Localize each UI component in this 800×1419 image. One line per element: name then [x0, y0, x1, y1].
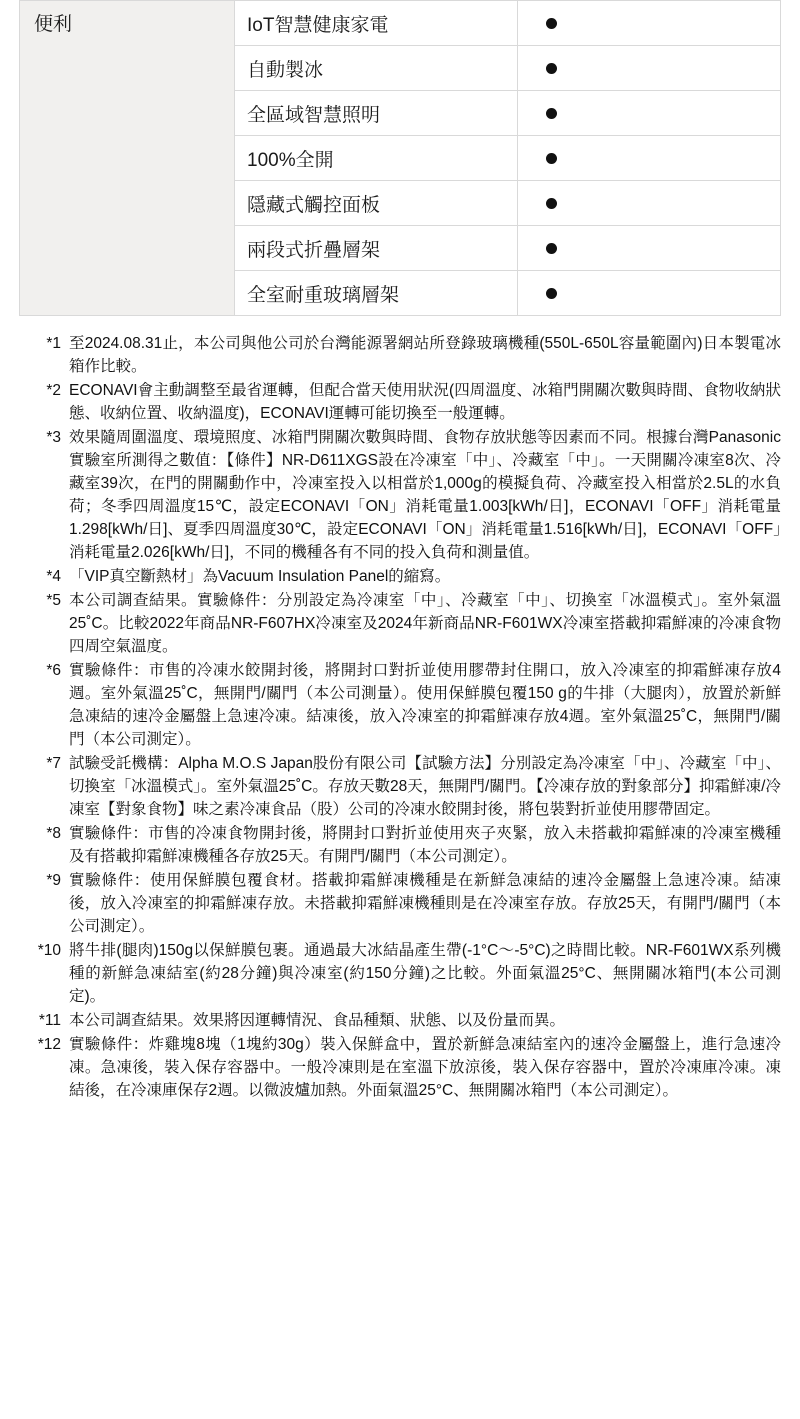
footnote-text: 本公司調查結果。實驗條件：分別設定為冷凍室「中」、冷藏室「中」、切換室「冰溫模式」。室外氣溫25˚C。比較2022年商品NR-F607HX冷凍室及2024年新商品NR-F601WX冷凍室搭載抑霜鮮凍的冷凍食物四周空氣溫度。	[69, 592, 781, 655]
footnote-item	[19, 1009, 781, 1032]
feature-name-cell: 100%全開	[235, 136, 518, 181]
footnote-item	[19, 659, 781, 751]
bullet-dot-icon	[546, 108, 557, 119]
footnote-item	[19, 869, 781, 938]
feature-name-cell: 全區域智慧照明	[235, 91, 518, 136]
feature-mark-cell	[518, 136, 781, 181]
feature-name-cell: 自動製冰	[235, 46, 518, 91]
footnote-text: ECONAVI會主動調整至最省運轉，但配合當天使用狀況(四周溫度、冰箱門開關次數與時間、食物收納狀態、收納位置、收納溫度)，ECONAVI運轉可能切換至一般運轉。	[69, 382, 781, 422]
footnote-text: 實驗條件：炸雞塊8塊（1塊約30g）裝入保鮮盒中，置於新鮮急凍結室內的速冷金屬盤上，進行急速冷凍。急凍後，裝入保存容器中。一般冷凍則是在室溫下放涼後，裝入保存容器中，置於冷凍庫冷凍。凍結後，在冷凍庫保存2週。以微波爐加熱。外面氣溫25°C、無開關冰箱門（本公司測定）。	[69, 1036, 781, 1099]
footnote-item	[19, 426, 781, 564]
footnote-item	[19, 939, 781, 1008]
bullet-dot-icon	[546, 153, 557, 164]
footnote-item	[19, 332, 781, 378]
bullet-dot-icon	[546, 243, 557, 254]
footnote-text: 實驗條件：市售的冷凍水餃開封後，將開封口對折並使用膠帶封住開口，放入冷凍室的抑霜鮮凍存放4週。室外氣溫25˚C，無開門/關門（本公司測量）。使用保鮮膜包覆150 g的牛排（大腿肉），放置於新鮮急凍結的速冷金屬盤上急速冷凍。結凍後，放入冷凍室的抑霜鮮凍存放4週。室外氣溫25˚C，無開門/關門（本公司測定）。	[69, 662, 781, 748]
footnotes-list	[19, 332, 781, 1121]
feature-mark-cell	[518, 46, 781, 91]
table-row	[20, 1, 781, 46]
feature-name-cell: 隱藏式觸控面板	[235, 181, 518, 226]
bullet-dot-icon	[546, 63, 557, 74]
bullet-dot-icon	[546, 198, 557, 209]
footnote-text: 將牛排(腿肉)150g以保鮮膜包裹。通過最大冰結晶產生帶(-1°C～-5°C)之時間比較。NR-F601WX系列機種的新鮮急凍結室(約28分鐘)與冷凍室(約150分鐘)之比較。外面氣溫25°C、無開關冰箱門(本公司測定)。	[69, 942, 781, 1005]
feature-mark-cell	[518, 271, 781, 316]
footnote-marker: *7	[46, 755, 61, 772]
feature-table	[19, 0, 781, 316]
footnote-text: 實驗條件：使用保鮮膜包覆食材。搭載抑霜鮮凍機種是在新鮮急凍結的速冷金屬盤上急速冷凍。結凍後，放入冷凍室的抑霜鮮凍存放。未搭載抑霜鮮凍機種則是在冷凍室存放。存放25天，有開門/關門（本公司測定）。	[69, 872, 781, 935]
footnote-marker: *8	[46, 825, 61, 842]
feature-mark-cell	[518, 181, 781, 226]
footnote-item	[19, 565, 781, 588]
footnote-marker: *4	[46, 568, 61, 585]
feature-name-cell: 全室耐重玻璃層架	[235, 271, 518, 316]
footnote-marker: *9	[46, 872, 61, 889]
footnote-text: 至2024.08.31止，本公司與他公司於台灣能源署網站所登錄玻璃機種(550L-650L容量範圍內)日本製電冰箱作比較。	[69, 335, 781, 375]
feature-table-body	[20, 1, 781, 316]
feature-name-cell: 兩段式折疊層架	[235, 226, 518, 271]
feature-category-cell	[20, 1, 235, 316]
footnote-item	[19, 822, 781, 868]
footnote-marker: *6	[46, 662, 61, 679]
feature-category-label: 便利	[34, 14, 73, 35]
footnote-text: 效果隨周圍溫度、環境照度、冰箱門開關次數與時間、食物存放狀態等因素而不同。根據台灣Panasonic實驗室所測得之數值：【條件】NR-D611XGS設在冷凍室「中」、冷藏室「中」。一天開關冷凍室8次、冷藏室39次，在門的開關動作中，冷凍室投入以相當於1,000g的模擬負荷、冷藏室投入相當於2.5L的水負荷；冬季四周溫度15℃，設定ECONAVI「ON」消耗電量1.003[kWh/日]，ECONAVI「OFF」消耗電量1.298[kWh/日]、夏季四周溫度30℃，設定ECONAVI「ON」消耗電量1.516[kWh/日]，ECONAVI「OFF」消耗電量2.026[kWh/日]，不同的機種各有不同的投入負荷和測量值。	[69, 429, 781, 561]
footnote-text: 「VIP真空斷熱材」為Vacuum Insulation Panel的縮寫。	[69, 568, 451, 585]
footnote-item	[19, 752, 781, 821]
footnote-marker: *1	[46, 335, 61, 352]
footnote-marker: *2	[46, 382, 61, 399]
bullet-dot-icon	[546, 288, 557, 299]
footnote-marker: *11	[38, 1012, 61, 1029]
bullet-dot-icon	[546, 18, 557, 29]
footnote-marker: *5	[46, 592, 61, 609]
footnote-marker: *3	[46, 429, 61, 446]
footnote-text: 實驗條件：市售的冷凍食物開封後，將開封口對折並使用夾子夾緊，放入未搭載抑霜鮮凍的冷凍室機種及有搭載抑霜鮮凍機種各存放25天。有開門/關門（本公司測定）。	[69, 825, 781, 865]
footnote-item	[19, 1033, 781, 1102]
footnote-marker: *12	[37, 1036, 61, 1053]
footnote-item	[19, 589, 781, 658]
feature-mark-cell	[518, 91, 781, 136]
footnote-text: 試驗受託機構：Alpha M.O.S Japan股份有限公司【試驗方法】分別設定為冷凍室「中」、冷藏室「中」、切換室「冰溫模式」。室外氣溫25˚C。存放天數28天，無開門/關門。【冷凍存放的對象部分】抑霜鮮凍/冷凍室【對象食物】味之素冷凍食品（股）公司的冷凍水餃開封後，將包裝對折並使用膠帶固定。	[69, 755, 781, 818]
feature-name-cell: IoT智慧健康家電	[235, 1, 518, 46]
footnote-text: 本公司調查結果。效果將因運轉情況、食品種類、狀態、以及份量而異。	[69, 1012, 566, 1029]
feature-mark-cell	[518, 1, 781, 46]
feature-mark-cell	[518, 226, 781, 271]
footnote-marker: *10	[37, 942, 61, 959]
footnote-item	[19, 379, 781, 425]
